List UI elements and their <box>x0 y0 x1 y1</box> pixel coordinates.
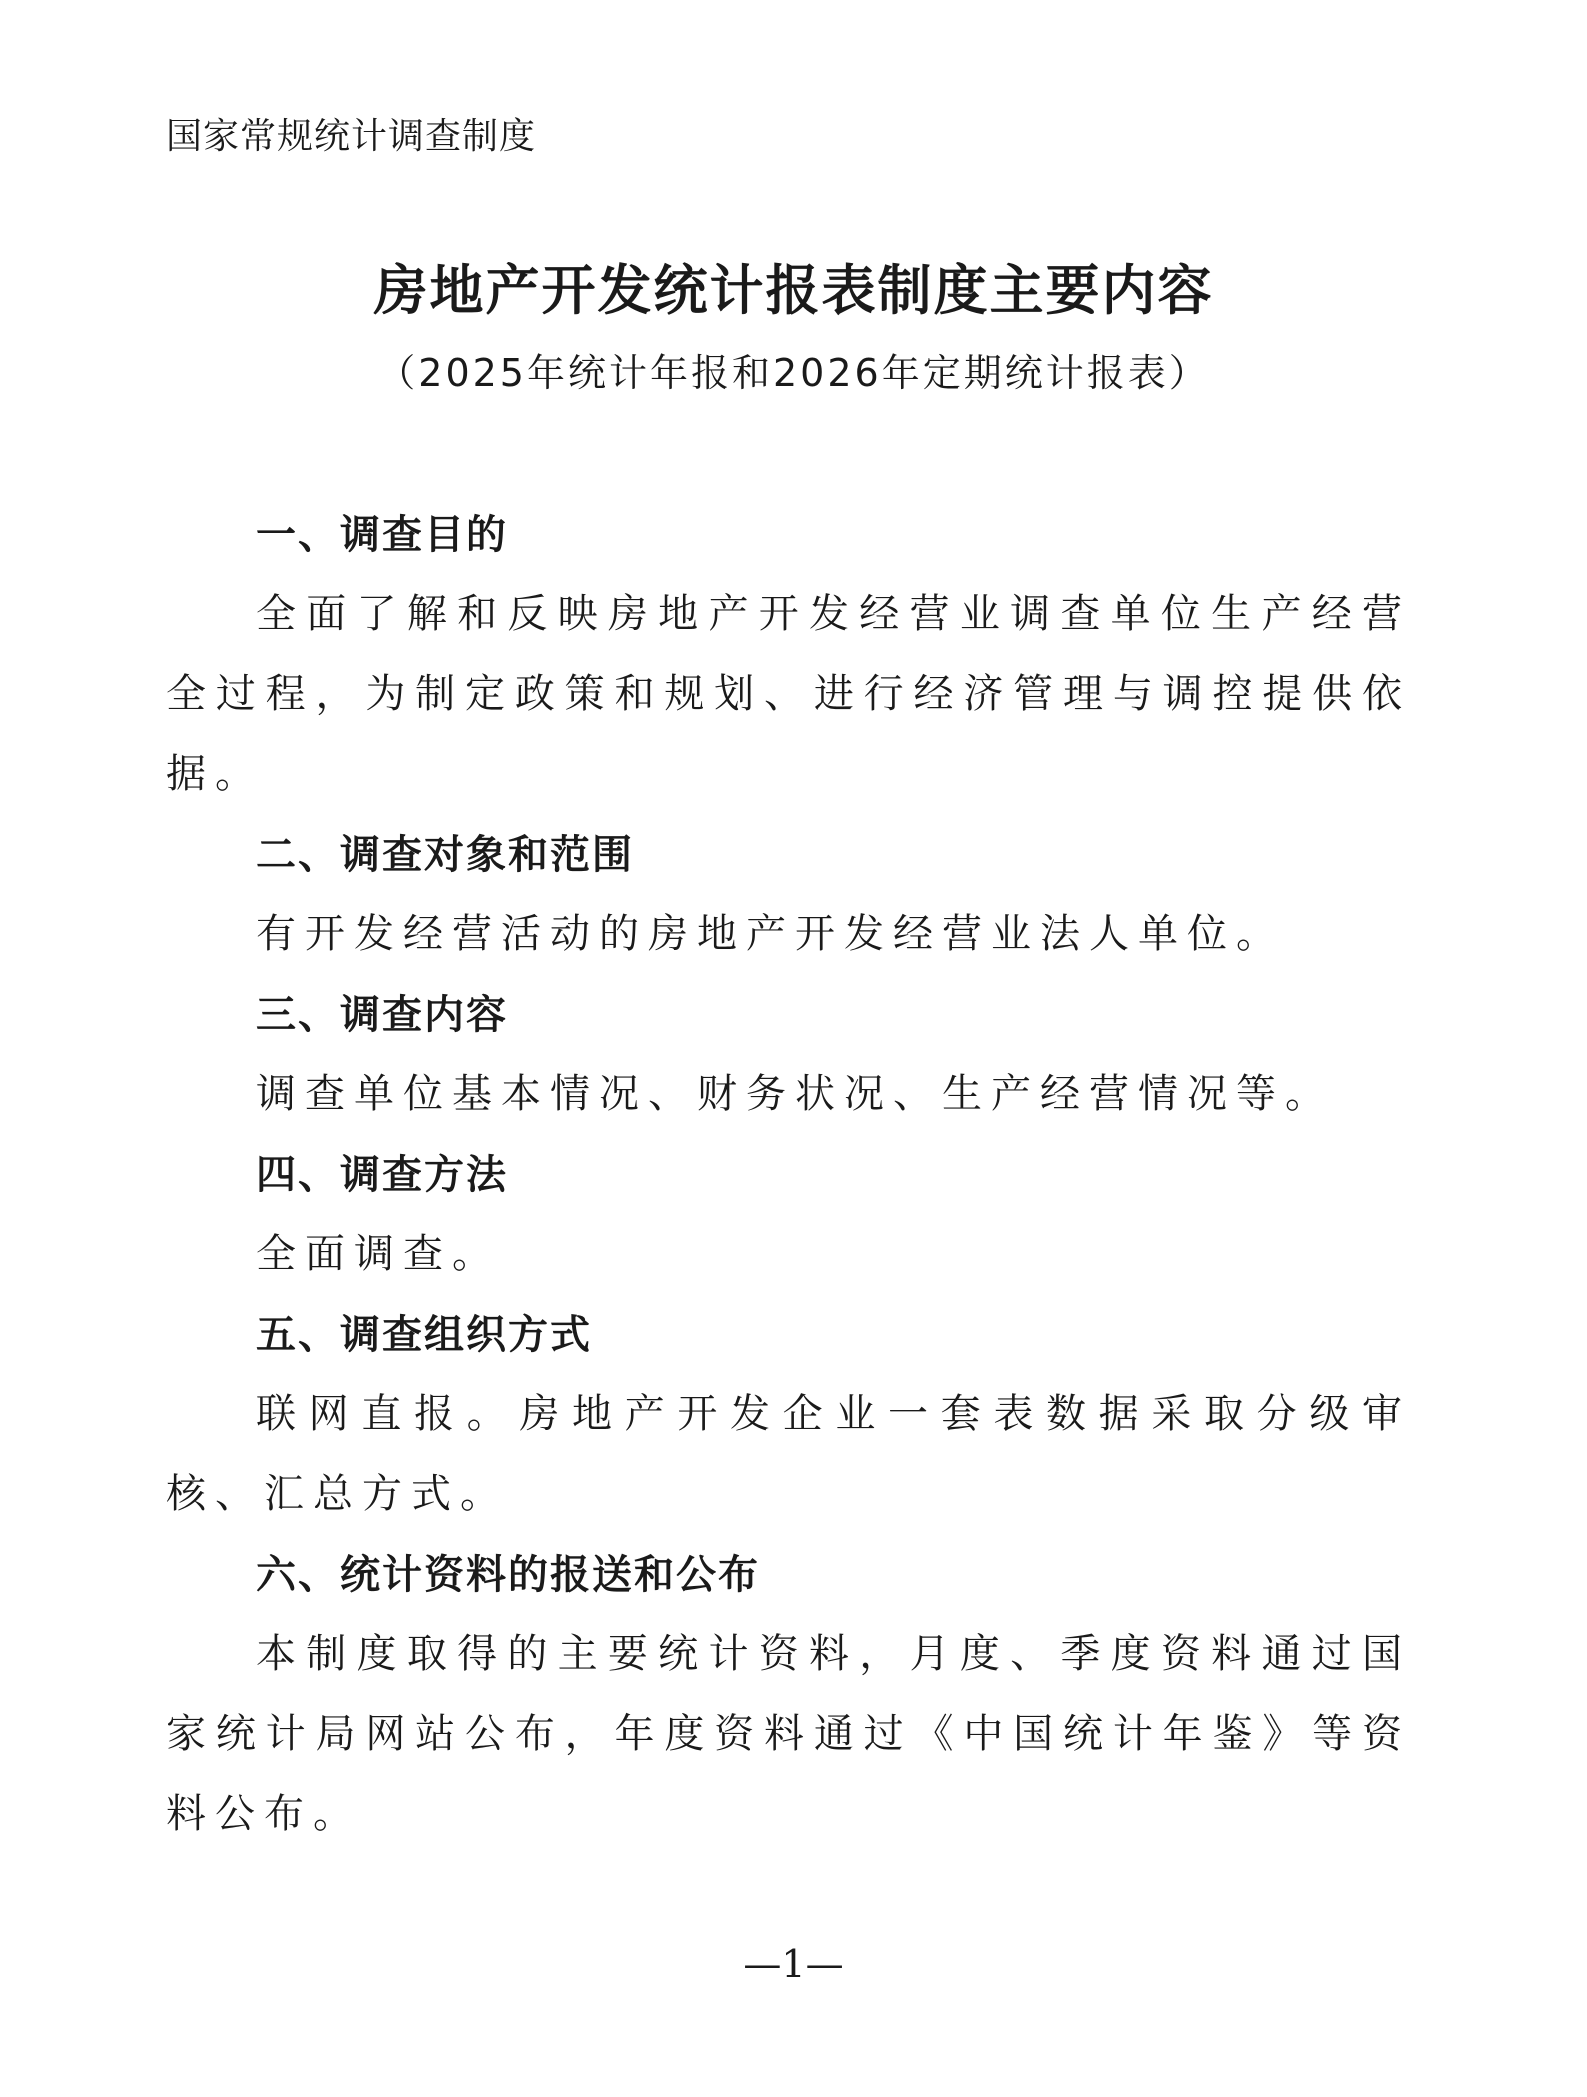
header-label: 国家常规统计调查制度 <box>166 116 537 157</box>
section-content <box>166 976 1411 1136</box>
section-heading: 二、调查对象和范围 <box>256 832 634 878</box>
document-title: 房地产开发统计报表制度主要内容 <box>373 258 1214 322</box>
section-paragraph: 本制度取得的主要统计资料，月度、季度资料通过国家统计局网站公布，年度资料通过《中国统计年鉴》等资料公布。 <box>166 1631 1411 1837</box>
section-method <box>166 1136 1411 1296</box>
section-organization <box>166 1296 1411 1536</box>
section-paragraph: 全面了解和反映房地产开发经营业调查单位生产经营全过程，为制定政策和规划、进行经济管理与调控提供依据。 <box>166 591 1411 797</box>
section-paragraph: 调查单位基本情况、财务状况、生产经营情况等。 <box>256 1071 1334 1117</box>
section-heading: 六、统计资料的报送和公布 <box>256 1552 760 1598</box>
section-paragraph: 有开发经营活动的房地产开发经营业法人单位。 <box>256 911 1285 957</box>
section-scope <box>166 816 1411 976</box>
page-number: —1— <box>743 1942 844 1986</box>
section-heading: 四、调查方法 <box>256 1152 508 1198</box>
section-heading: 五、调查组织方式 <box>256 1312 592 1358</box>
section-heading: 一、调查目的 <box>256 512 508 558</box>
document-subtitle: （2025年统计年报和2026年定期统计报表） <box>377 351 1210 395</box>
section-paragraph: 联网直报。房地产开发企业一套表数据采取分级审核、汇总方式。 <box>166 1391 1411 1517</box>
section-paragraph: 全面调查。 <box>256 1231 501 1277</box>
section-publication <box>166 1536 1411 1856</box>
document-body <box>166 496 1411 1856</box>
section-purpose <box>166 496 1411 816</box>
section-heading: 三、调查内容 <box>256 992 508 1038</box>
